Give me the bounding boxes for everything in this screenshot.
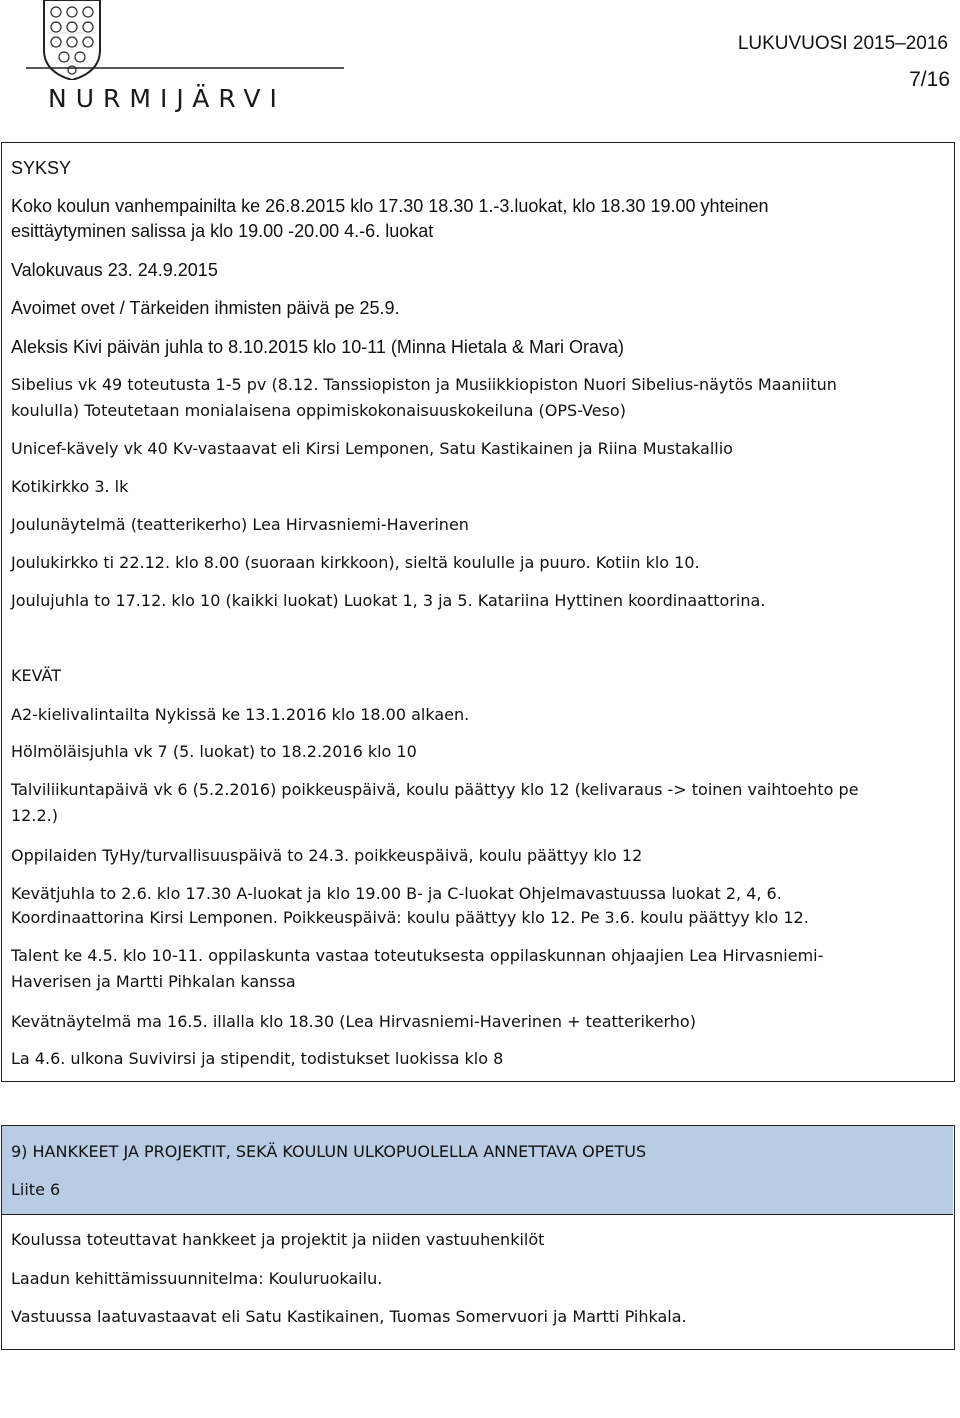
calendar-line: A2-kielivalintailta Nykissä ke 13.1.2016 klo 18.00 alkaen. xyxy=(11,705,470,724)
sibelius-line-part: Sibelius vk 49 toteutusta 1-5 pv (8.12. xyxy=(11,375,319,394)
calendar-line: Unicef-kävely vk 40 Kv-vastaavat eli Kirsi Lemponen, Satu Kastikainen ja Riina Mustakallio xyxy=(11,439,733,458)
autumn-heading: SYKSY xyxy=(11,158,72,178)
calendar-line: Avoimet ovet / Tärkeiden ihmisten päivä pe 25.9. xyxy=(11,298,400,318)
calendar-line: La 4.6. ulkona Suvivirsi ja stipendit, todistukset luokissa klo 8 xyxy=(11,1049,504,1068)
school-year-label: LUKUVUOSI 2015–2016 xyxy=(737,33,948,54)
calendar-line: Hölmöläisjuhla vk 7 (5. luokat) to 18.2.2016 klo 10 xyxy=(11,742,417,761)
calendar-line: Joulujuhla to 17.12. klo 10 (kaikki luokat) Luokat 1, 3 ja 5. Katariina Hyttinen koordinaattorina. xyxy=(11,591,766,610)
sibelius-line xyxy=(11,372,837,398)
calendar-line: Koordinaattorina Kirsi Lemponen. Poikkeuspäivä: koulu päättyy klo 12. Pe 3.6. koulu päättyy klo 12. xyxy=(11,908,809,927)
calendar-line: esittäytyminen salissa ja klo 19.00 -20.00 4.-6. luokat xyxy=(11,221,434,241)
spring-heading: KEVÄT xyxy=(11,666,61,685)
calendar-line: 12.2.) xyxy=(11,806,58,825)
calendar-box xyxy=(1,142,955,1082)
calendar-line: Kotikirkko 3. lk xyxy=(11,477,129,496)
page-header xyxy=(0,0,960,120)
calendar-line: Joulukirkko ti 22.12. klo 8.00 (suoraan kirkkoon), sieltä koululle ja puuro. Kotiin klo 10. xyxy=(11,553,700,572)
calendar-line: Aleksis Kivi päivän juhla to 8.10.2015 klo 10-11 (Minna Hietala & Mari Orava) xyxy=(11,337,624,357)
projects-title: 9) HANKKEET JA PROJEKTIT, SEKÄ KOULUN ULKOPUOLELLA ANNETTAVA OPETUS xyxy=(11,1142,647,1161)
calendar-line: Koko koulun vanhempainilta ke 26.8.2015 klo 17.30 18.30 1.-3.luokat, klo 18.30 19.00 yhteinen xyxy=(11,196,769,216)
projects-subtitle: Liite 6 xyxy=(11,1180,61,1199)
calendar-line: Joulunäytelmä (teatterikerho) Lea Hirvasniemi-Haverinen xyxy=(11,515,469,534)
calendar-line: Haverisen ja Martti Pihkalan kanssa xyxy=(11,972,296,991)
nurmijarvi-logo xyxy=(22,0,352,118)
projects-line: Vastuussa laatuvastaavat eli Satu Kastikainen, Tuomas Somervuori ja Martti Pihkala. xyxy=(11,1307,687,1326)
calendar-line: Valokuvaus 23. 24.9.2015 xyxy=(11,260,218,280)
logo-wordmark: NURMIJÄRVI xyxy=(48,84,286,113)
projects-box xyxy=(1,1125,955,1350)
projects-line: Koulussa toteuttavat hankkeet ja projektit ja niiden vastuuhenkilöt xyxy=(11,1230,545,1249)
calendar-line: koululla) Toteutetaan monialaisena oppimiskokonaisuuskokeiluna (OPS-Veso) xyxy=(11,401,626,420)
calendar-line: Talent ke 4.5. klo 10-11. oppilaskunta vastaa toteutuksesta oppilaskunnan ohjaajien Lea Hirvasniemi- xyxy=(11,946,824,965)
calendar-line: Talviliikuntapäivä vk 6 (5.2.2016) poikkeuspäivä, koulu päättyy klo 12 (kelivaraus -> toinen vaihtoehto pe xyxy=(11,780,859,799)
calendar-line: Kevätjuhla to 2.6. klo 17.30 A-luokat ja klo 19.00 B- ja C-luokat Ohjelmavastuussa luokat 2, 4, 6. xyxy=(11,884,782,903)
projects-line: Laadun kehittämissuunnitelma: Kouluruokailu. xyxy=(11,1269,383,1288)
calendar-line: Oppilaiden TyHy/turvallisuuspäivä to 24.3. poikkeuspäivä, koulu päättyy klo 12 xyxy=(11,846,643,865)
page-number: 7/16 xyxy=(909,68,950,91)
projects-header xyxy=(2,1126,953,1215)
sibelius-line-part: Tanssiopiston ja Musiikkiopiston Nuori Sibelius-näytös Maaniitun xyxy=(323,375,837,394)
coat-of-arms-icon xyxy=(22,0,352,80)
calendar-line: Kevätnäytelmä ma 16.5. illalla klo 18.30 (Lea Hirvasniemi-Haverinen + teatterikerho) xyxy=(11,1012,696,1031)
